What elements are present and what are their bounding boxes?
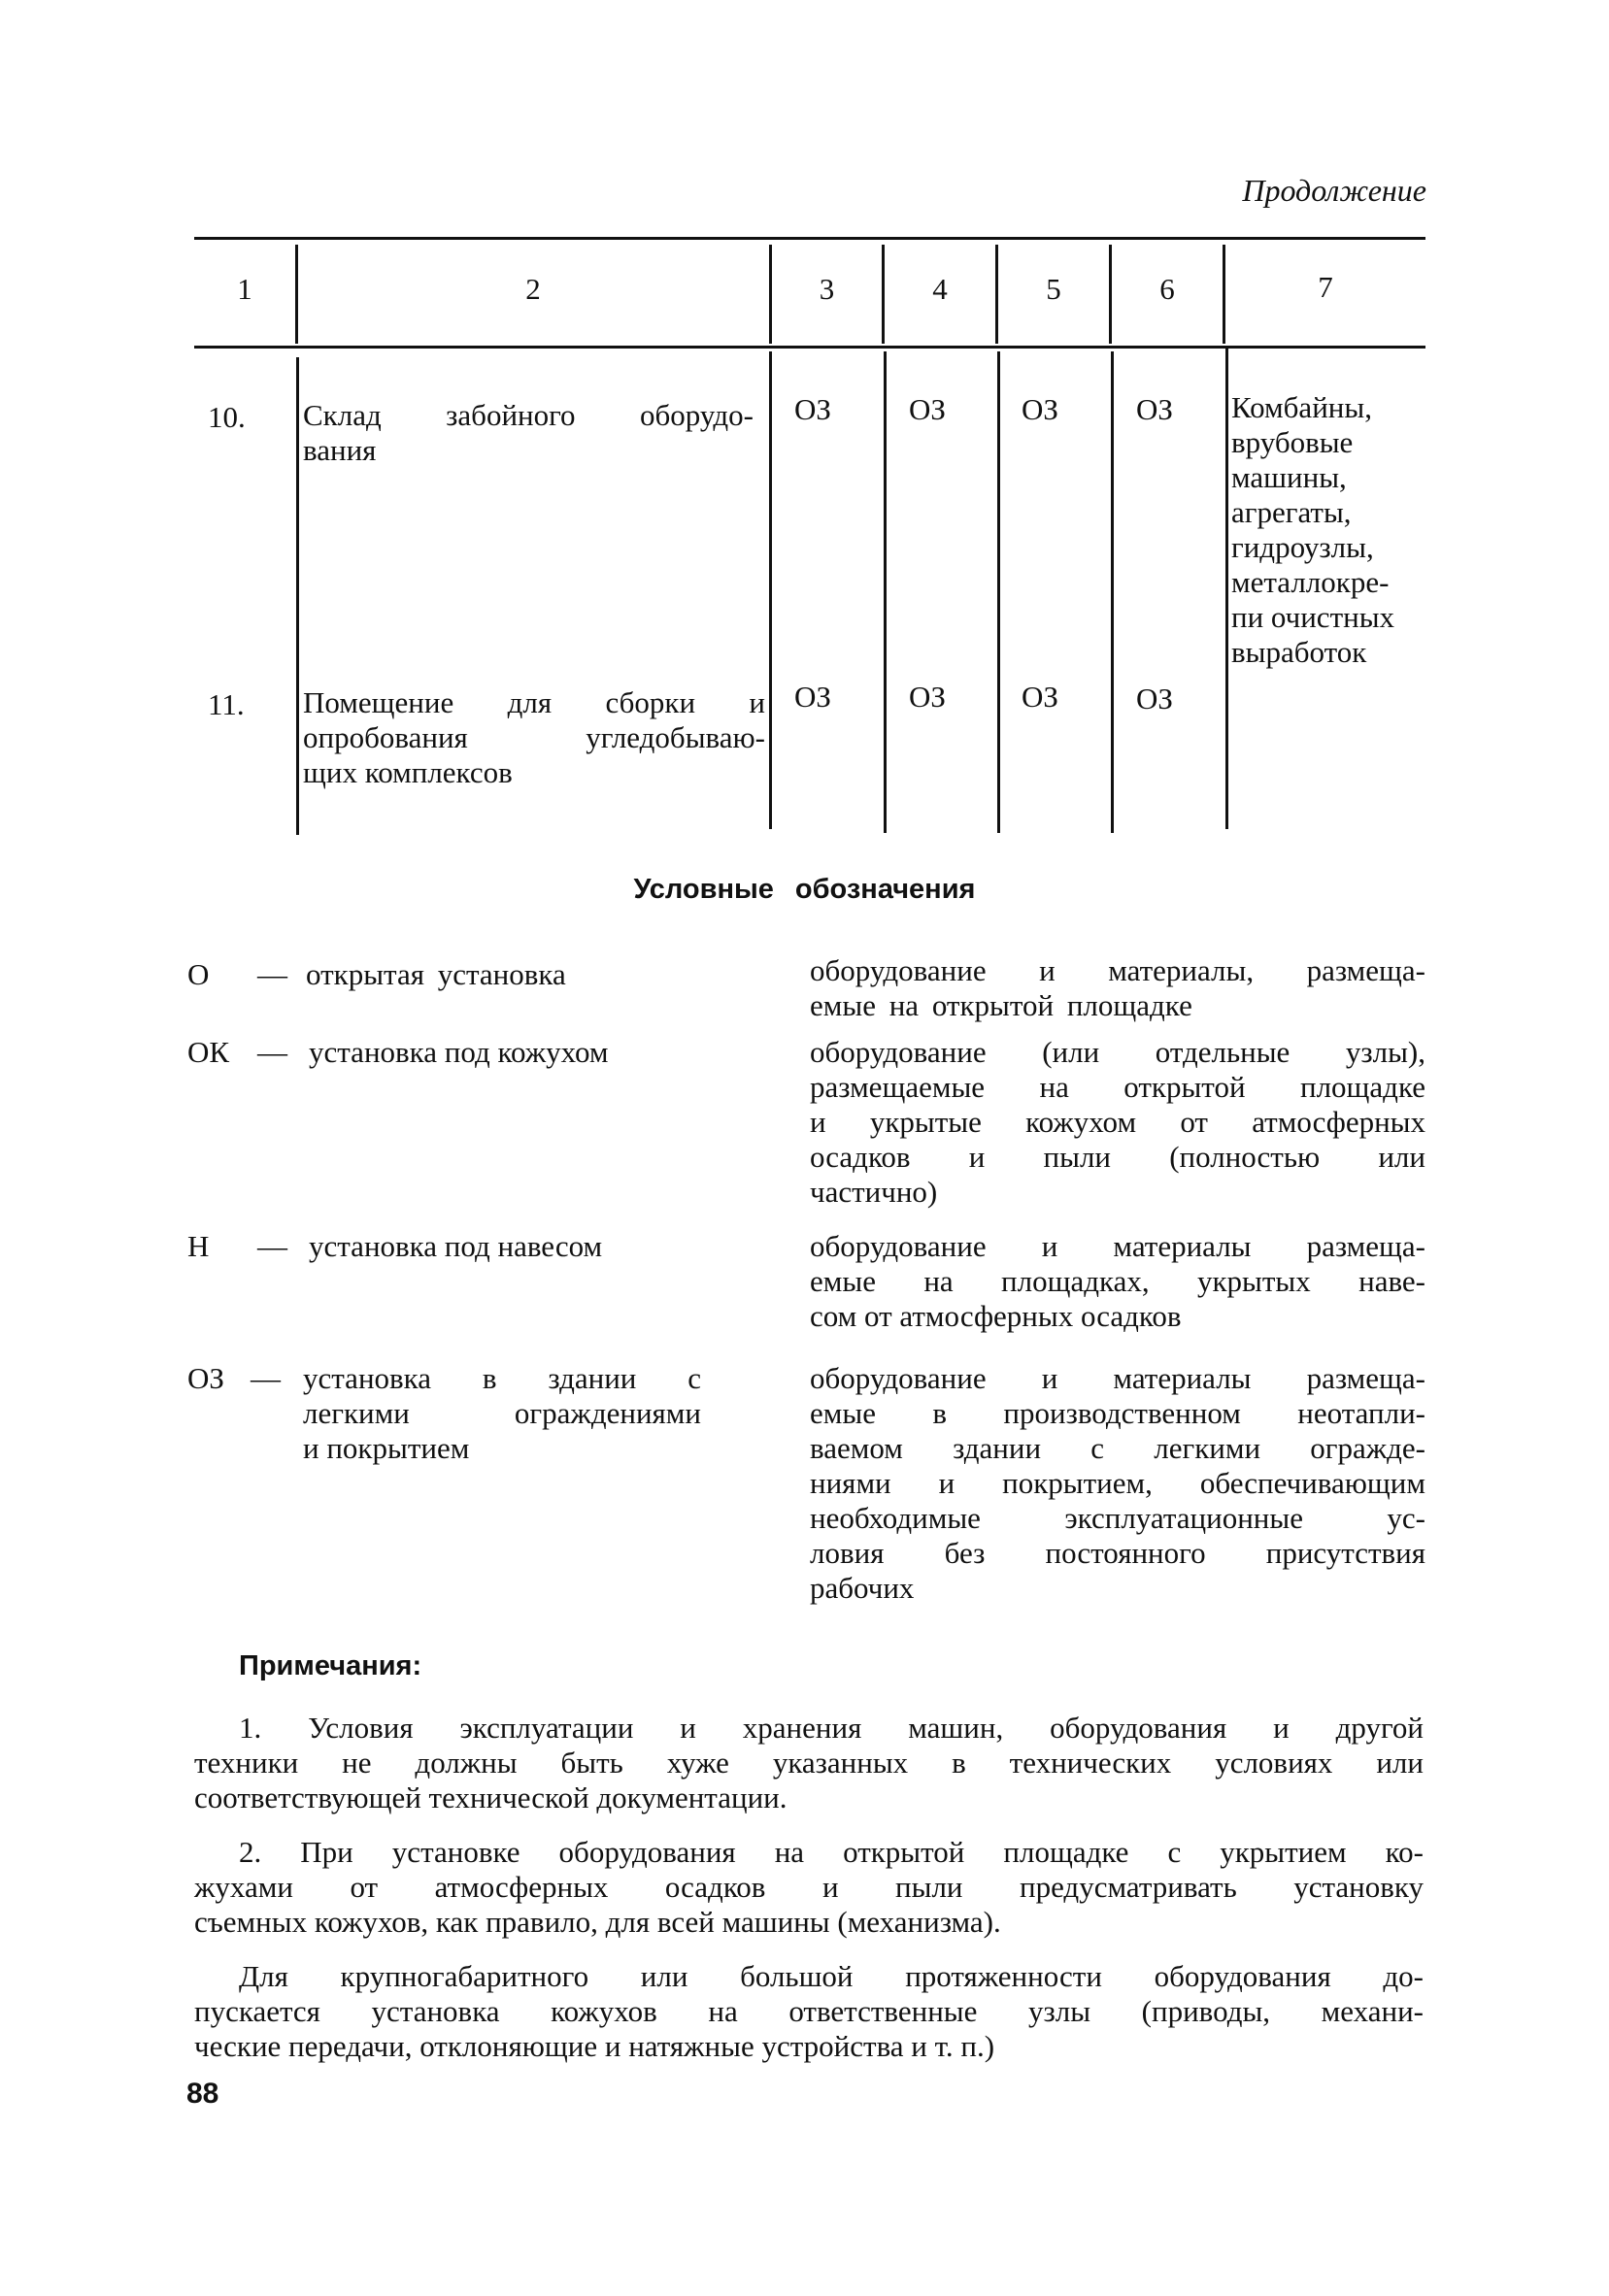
table-top-rule [194,237,1425,240]
col-divider [997,351,1000,833]
row-number: 11. [208,687,245,721]
note-paragraph [194,1711,1424,1815]
text-line: выработок [1231,635,1367,669]
text-line: сом от атмосферных осадков [810,1299,1182,1333]
row-name [303,398,754,468]
legend-dash: — [257,1035,287,1069]
text-line: ниями и покрытием, обеспечивающим [810,1466,1425,1500]
text-line: емые в производственном неотапли- [810,1396,1425,1430]
text-line: Комбайны, [1231,390,1372,424]
cell-c3: ОЗ [794,680,831,714]
text-line: металлокре- [1231,565,1390,599]
text-line: размещаемые на открытой площадке [810,1070,1425,1104]
cell-c3: ОЗ [794,392,831,426]
legend-code: Н [187,1229,210,1263]
text-line: оборудование и материалы, размеща- [810,953,1425,987]
header-cell: 2 [525,272,541,306]
text-line: и покрытием [303,1431,470,1465]
legend-desc [810,1361,1425,1606]
legend-title: Условные обозначения [633,874,976,905]
legend-code: О [187,957,210,991]
text-line: установка под навесом [309,1229,603,1263]
table-header-rule [194,346,1425,349]
note-paragraph [194,1959,1424,2064]
header-cell: 7 [1318,270,1333,304]
legend-dash: — [257,1229,287,1263]
col-divider [769,351,772,829]
text-line: осадков и пыли (полностью или [810,1140,1425,1174]
text-line: жухами от атмосферных осадков и пыли предусматривать установку [194,1870,1424,1904]
text-line: необходимые эксплуатационные ус- [810,1501,1425,1535]
text-line: установка в здании с [303,1361,701,1395]
col-divider [296,357,299,835]
row-number: 10. [208,400,246,434]
notes-title: Примечания: [239,1650,422,1681]
header-cell: 3 [819,272,835,306]
text-line: врубовые [1231,425,1354,459]
continuation-label: Продолжение [1242,173,1426,208]
legend-code: ОЗ [187,1361,224,1395]
text-line: Для крупногабаритного или большой протяженности оборудования до- [239,1959,1424,1993]
text-line: емые на площадках, укрытых наве- [810,1264,1425,1298]
text-line: оборудование и материалы размеща- [810,1361,1425,1395]
legend-dash: — [257,957,287,991]
cell-c7 [1231,390,1394,670]
text-line: и укрытые кожухом от атмосферных [810,1105,1425,1139]
col-divider [1225,348,1228,829]
cell-c4: ОЗ [909,680,946,714]
header-cell: 5 [1046,272,1061,306]
legend-desc [810,953,1425,1023]
text-line: соответствующей технической документации. [194,1780,788,1814]
header-cell: 1 [237,272,252,306]
legend-dash: — [251,1361,281,1395]
text-line: Помещение для сборки и [303,685,765,719]
text-line: Склад забойного оборудо- [303,398,754,432]
header-cell: 6 [1159,272,1175,306]
text-line: рабочих [810,1571,915,1605]
cell-c6: ОЗ [1136,392,1173,426]
legend-term [309,1229,602,1264]
text-line: машины, [1231,460,1347,494]
text-line: ческие передачи, отклоняющие и натяжные устройства и т. п.) [194,2029,995,2063]
text-line: съемных кожухов, как правило, для всей машины (механизма). [194,1905,1001,1939]
col-divider [884,351,887,833]
text-line: 1. Условия эксплуатации и хранения машин, оборудования и другой [239,1711,1424,1745]
cell-c5: ОЗ [1022,680,1058,714]
text-line: оборудование и материалы размеща- [810,1229,1425,1263]
text-line: пи очистных [1231,600,1395,634]
header-cell: 4 [932,272,948,306]
legend-term [306,957,566,992]
text-line: гидроузлы, [1231,530,1374,564]
text-line: агрегаты, [1231,495,1352,529]
legend-term [309,1035,608,1070]
text-line: оборудование (или отдельные узлы), [810,1035,1425,1069]
cell-c4: ОЗ [909,392,946,426]
legend-term [303,1361,701,1466]
text-line: щих комплексов [303,755,513,789]
text-line: техники не должны быть хуже указанных в технических условиях или [194,1746,1424,1780]
text-line: открытая установка [306,957,566,991]
legend-desc [810,1229,1425,1334]
text-line: 2. При установке оборудования на открытой площадке с укрытием ко- [239,1835,1424,1869]
text-line: ловия без постоянного присутствия [810,1536,1425,1570]
text-line: установка под кожухом [309,1035,609,1069]
page-number: 88 [186,2078,219,2110]
cell-c6: ОЗ [1136,682,1173,715]
text-line: емые на открытой площадке [810,988,1192,1022]
row-name [303,685,765,790]
note-paragraph [194,1835,1424,1940]
legend-code: ОК [187,1035,230,1069]
text-line: пускается установка кожухов на ответственные узлы (приводы, механи- [194,1994,1424,2028]
text-line: вания [303,433,377,467]
col-divider [1111,351,1114,833]
text-line: частично) [810,1175,938,1209]
cell-c5: ОЗ [1022,392,1058,426]
text-line: ваемом здании с легкими огражде- [810,1431,1425,1465]
text-line: опробования угледобываю- [303,720,765,754]
legend-desc [810,1035,1425,1210]
text-line: легкими ограждениями [303,1396,701,1430]
